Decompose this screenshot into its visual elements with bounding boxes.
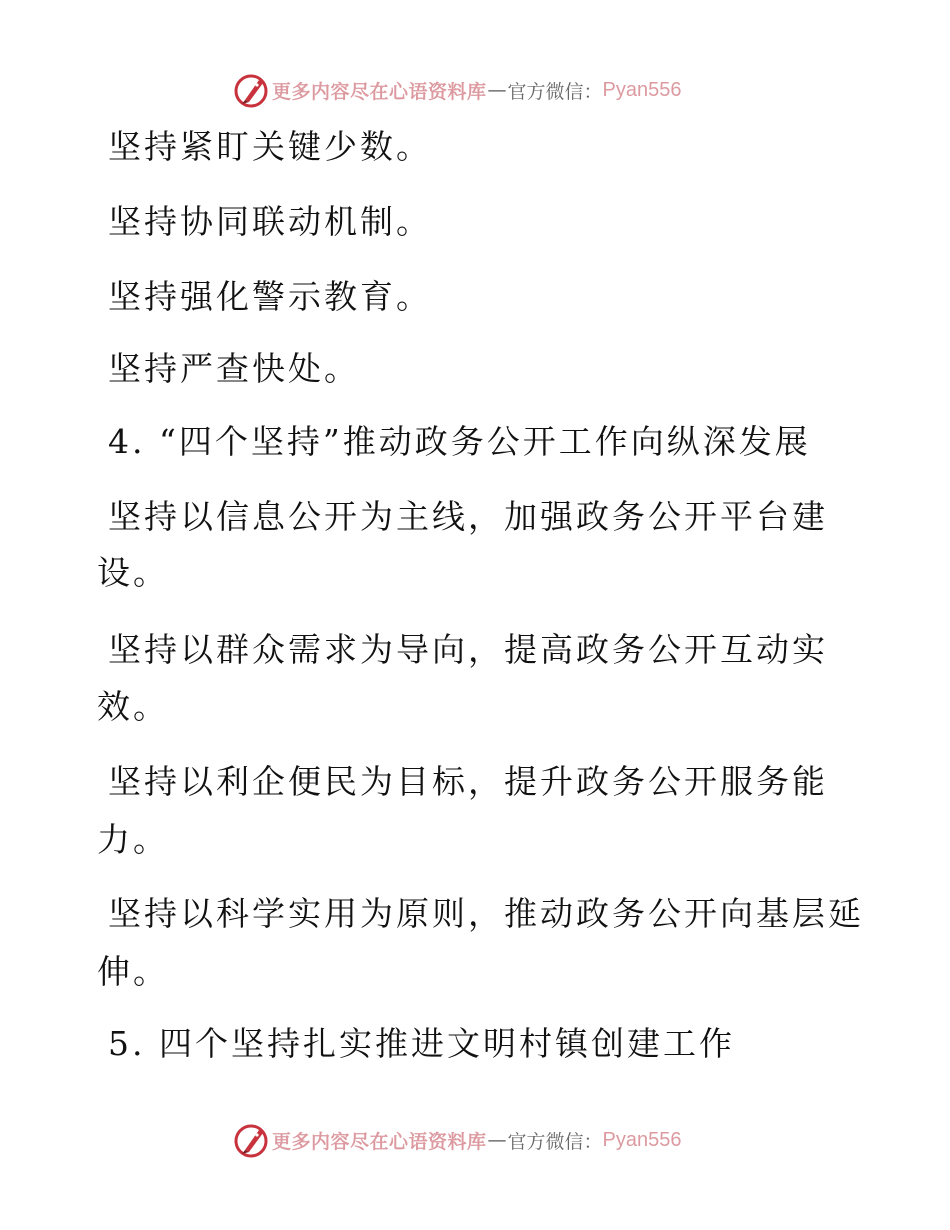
body-line-14: 5. 四个坚持扎实推进文明村镇创建工作	[108, 1024, 735, 1063]
body-line-9: 效。	[97, 687, 169, 726]
body-line-5: 4. “四个坚持”推动政务公开工作向纵深发展	[108, 422, 811, 461]
header-wechat-label: 官方微信：	[507, 80, 603, 103]
body-line-10: 坚持以利企便民为目标，提升政务公开服务能	[108, 762, 828, 801]
body-line-7: 设。	[97, 553, 169, 592]
body-line-4: 坚持严查快处。	[108, 349, 360, 388]
header-separator: —	[487, 79, 507, 101]
pen-nib-logo-icon	[232, 1121, 270, 1159]
header-banner	[232, 70, 682, 110]
body-line-1: 坚持紧盯关键少数。	[108, 127, 432, 166]
header-site-text: 更多内容尽在心语资料库	[272, 80, 487, 103]
footer-wechat-label: 官方微信：	[507, 1130, 603, 1153]
footer-banner	[232, 1120, 682, 1160]
body-line-11: 力。	[97, 820, 169, 859]
footer-separator: —	[487, 1129, 507, 1151]
body-line-8: 坚持以群众需求为导向，提高政务公开互动实	[108, 630, 828, 669]
pen-nib-logo-icon	[232, 71, 270, 109]
body-line-12: 坚持以科学实用为原则，推动政务公开向基层延	[108, 894, 864, 933]
body-line-3: 坚持强化警示教育。	[108, 277, 432, 316]
body-line-6: 坚持以信息公开为主线，加强政务公开平台建	[108, 497, 828, 536]
footer-site-text: 更多内容尽在心语资料库	[272, 1130, 487, 1153]
body-line-2: 坚持协同联动机制。	[108, 202, 432, 241]
header-wechat-id: Pyan556	[602, 78, 682, 101]
body-line-13: 伸。	[97, 952, 169, 991]
footer-wechat-id: Pyan556	[602, 1128, 682, 1151]
